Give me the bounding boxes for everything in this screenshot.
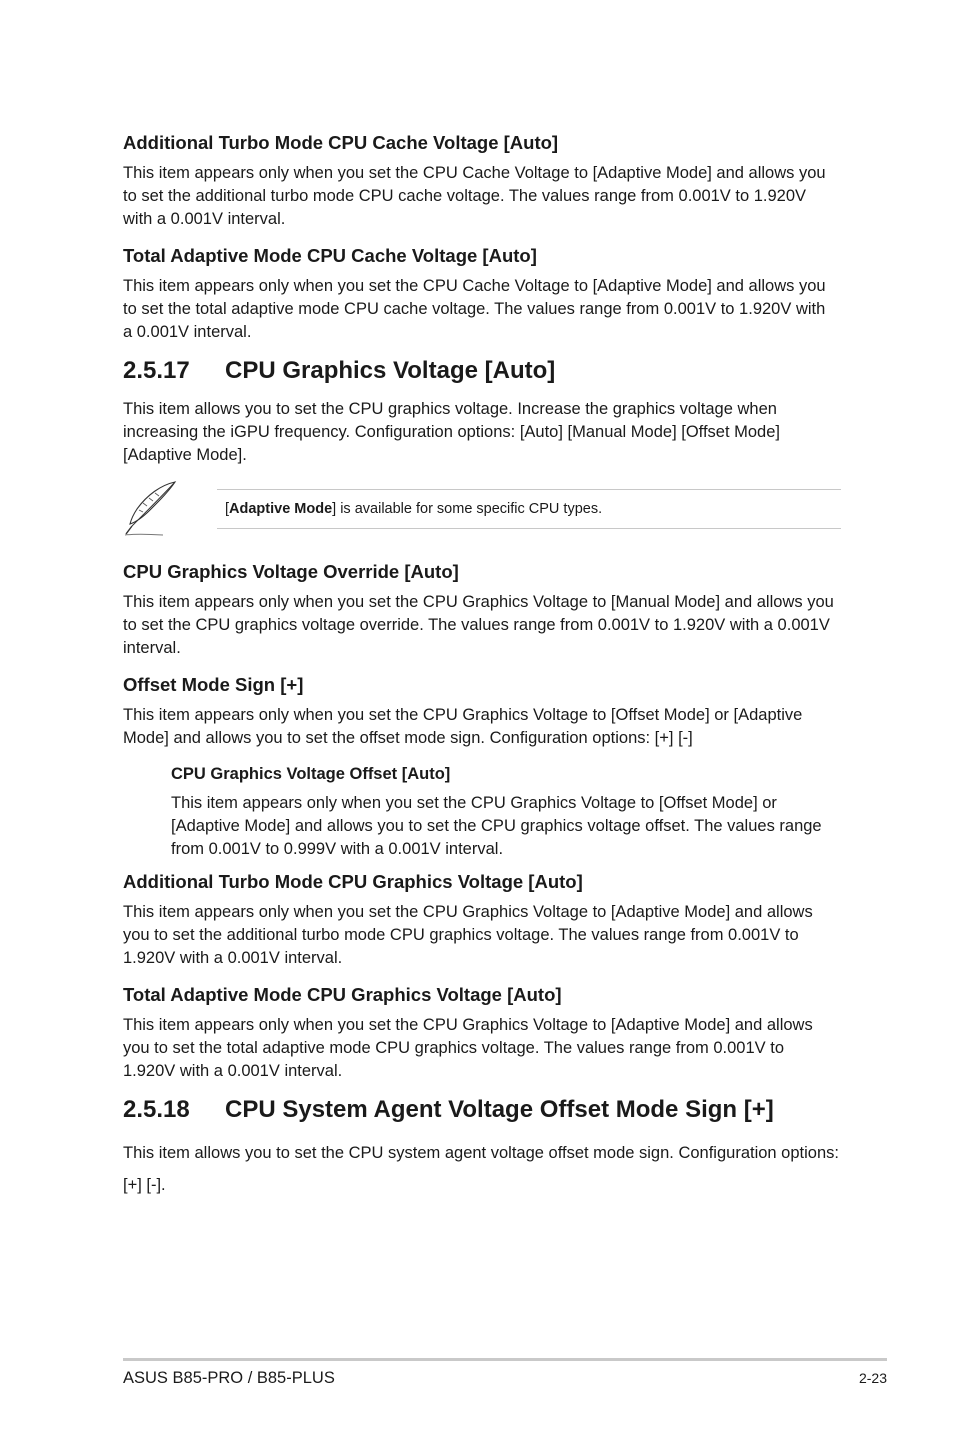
heading-gfx-override: CPU Graphics Voltage Override [Auto] [123, 561, 459, 582]
feather-pen-icon [123, 479, 179, 537]
paragraph-total-adaptive-gfx: This item appears only when you set the CPU Graphics Voltage to [Adaptive Mode] and allows you to set the total adaptive mode CPU graphics voltage. The values range from 0.001V to 1.920V with a 0.001V interval. [123, 1016, 813, 1080]
paragraph-cpu-graphics-voltage: This item allows you to set the CPU graphics voltage. Increase the graphics voltage when increasing the iGPU frequency. Configuration options: [Auto] [Manual Mode] [Offset Mode] [Adaptive Mode]. [123, 400, 780, 464]
subsection-gfx-offset [171, 762, 839, 861]
note-frame [217, 489, 841, 529]
paragraph-gfx-offset: This item appears only when you set the CPU Graphics Voltage to [Offset Mode] or [Adaptive Mode] and allows you to set the CPU graphics voltage offset. The values range from 0.001V to 0.999V with a 0.001V interval. [171, 794, 822, 858]
section-title: CPU Graphics Voltage [Auto] [225, 357, 556, 384]
heading-additional-turbo-cache: Additional Turbo Mode CPU Cache Voltage [Auto] [123, 132, 559, 153]
page-content [123, 130, 839, 1213]
footer-product-name: ASUS B85-PRO / B85-PLUS [123, 1369, 335, 1387]
heading-gfx-offset: CPU Graphics Voltage Offset [Auto] [171, 765, 451, 783]
heading-offset-mode-sign: Offset Mode Sign [+] [123, 674, 304, 695]
section-heading-2-5-18 [123, 1095, 839, 1125]
heading-total-adaptive-cache: Total Adaptive Mode CPU Cache Voltage [Auto] [123, 245, 537, 266]
paragraph-system-agent-sign: This item allows you to set the CPU system agent voltage offset mode sign. Configuration options: [+] [-]. [123, 1144, 839, 1194]
page-footer [123, 1358, 887, 1387]
paragraph-additional-turbo-gfx: This item appears only when you set the CPU Graphics Voltage to [Adaptive Mode] and allows you to set the additional turbo mode CPU graphics voltage. The values range from 0.001V to 1.920V with a 0.001V interval. [123, 903, 813, 967]
footer-page-number: 2-23 [858, 1370, 887, 1386]
note-bold-term: Adaptive Mode [229, 501, 333, 517]
paragraph-offset-mode-sign: This item appears only when you set the CPU Graphics Voltage to [Offset Mode] or [Adaptive Mode] and allows you to set the offset mode sign. Configuration options: [+] [-] [123, 706, 803, 747]
section-number: 2.5.17 [123, 357, 190, 384]
paragraph-total-adaptive-cache: This item appears only when you set the CPU Cache Voltage to [Adaptive Mode] and allows you to set the total adaptive mode CPU cache voltage. The values range from 0.001V to 1.920V with a 0.001V interval. [123, 277, 826, 341]
section-heading-2-5-17 [123, 356, 839, 386]
section-number: 2.5.18 [123, 1096, 190, 1123]
note-box [123, 479, 839, 539]
paragraph-gfx-override: This item appears only when you set the CPU Graphics Voltage to [Manual Mode] and allows you to set the CPU graphics voltage override. The values range from 0.001V to 1.920V with a 0.001V interval. [123, 593, 834, 657]
paragraph-additional-turbo-cache: This item appears only when you set the CPU Cache Voltage to [Adaptive Mode] and allows you to set the additional turbo mode CPU cache voltage. The values range from 0.001V to 1.920V with a 0.001V interval. [123, 164, 826, 228]
heading-additional-turbo-gfx: Additional Turbo Mode CPU Graphics Voltage [Auto] [123, 871, 583, 892]
heading-total-adaptive-gfx: Total Adaptive Mode CPU Graphics Voltage [Auto] [123, 984, 562, 1005]
section-title: CPU System Agent Voltage Offset Mode Sign [+] [225, 1096, 774, 1123]
note-text: [Adaptive Mode] is available for some specific CPU types. [225, 501, 603, 517]
